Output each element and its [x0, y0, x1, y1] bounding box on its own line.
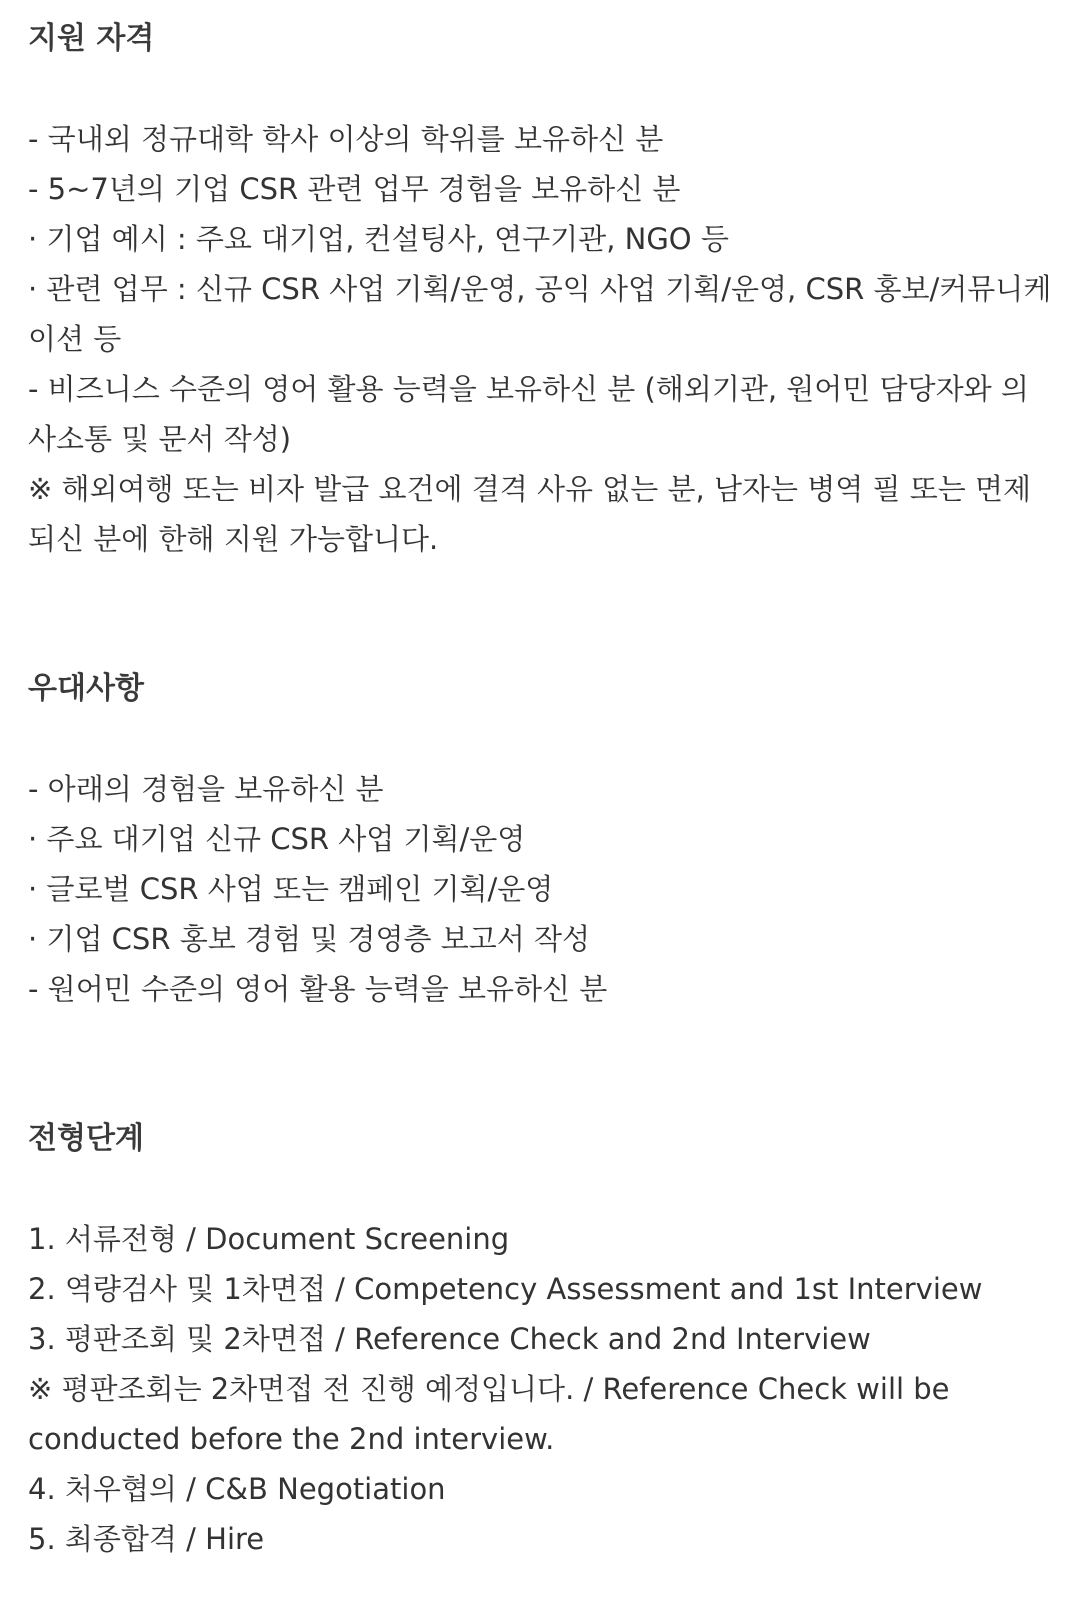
spacer — [28, 1014, 1052, 1114]
process-step: 2. 역량검사 및 1차면접 / Competency Assessment and 1st Interview — [28, 1272, 983, 1306]
list-item: · 글로벌 CSR 사업 또는 캠페인 기획/운영 — [28, 872, 554, 906]
section-heading-hiring-process: 전형단계 — [28, 1121, 144, 1156]
process-step: 3. 평판조회 및 2차면접 / Reference Check and 2nd Interview — [28, 1322, 871, 1356]
process-step: 4. 처우협의 / C&B Negotiation — [28, 1472, 446, 1506]
process-step: 1. 서류전형 / Document Screening — [28, 1222, 510, 1256]
list-item: - 5~7년의 기업 CSR 관련 업무 경험을 보유하신 분 — [28, 172, 681, 206]
qualifications-list — [28, 114, 1052, 564]
list-item: · 관련 업무 : 신규 CSR 사업 기획/운영, 공익 사업 기획/운영, CSR 홍보/커뮤니케이션 등 — [28, 272, 1052, 356]
list-item: - 비즈니스 수준의 영어 활용 능력을 보유하신 분 (해외기관, 원어민 담당자와 의사소통 및 문서 작성) — [28, 372, 1029, 456]
spacer — [28, 714, 1052, 764]
process-step: 5. 최종합격 / Hire — [28, 1522, 265, 1556]
spacer — [28, 64, 1052, 114]
section-heading-preferred: 우대사항 — [28, 671, 144, 706]
note-item: ※ 해외여행 또는 비자 발급 요건에 결격 사유 없는 분, 남자는 병역 필 또는 면제되신 분에 한해 지원 가능합니다. — [28, 472, 1031, 556]
list-item: · 기업 CSR 홍보 경험 및 경영층 보고서 작성 — [28, 922, 590, 956]
spacer — [28, 564, 1052, 664]
note-item: ※ 평판조회는 2차면접 전 진행 예정입니다. / Reference Check will be conducted before the 2nd interview. — [28, 1372, 950, 1456]
list-item: · 기업 예시 : 주요 대기업, 컨설팅사, 연구기관, NGO 등 — [28, 222, 729, 256]
hiring-process-list — [28, 1214, 1052, 1564]
preferred-list — [28, 764, 1052, 1014]
section-heading-qualifications: 지원 자격 — [28, 21, 155, 56]
list-item: - 아래의 경험을 보유하신 분 — [28, 772, 384, 806]
list-item: - 원어민 수준의 영어 활용 능력을 보유하신 분 — [28, 972, 608, 1006]
spacer — [28, 1164, 1052, 1214]
list-item: · 주요 대기업 신규 CSR 사업 기획/운영 — [28, 822, 526, 856]
list-item: - 국내외 정규대학 학사 이상의 학위를 보유하신 분 — [28, 122, 664, 156]
